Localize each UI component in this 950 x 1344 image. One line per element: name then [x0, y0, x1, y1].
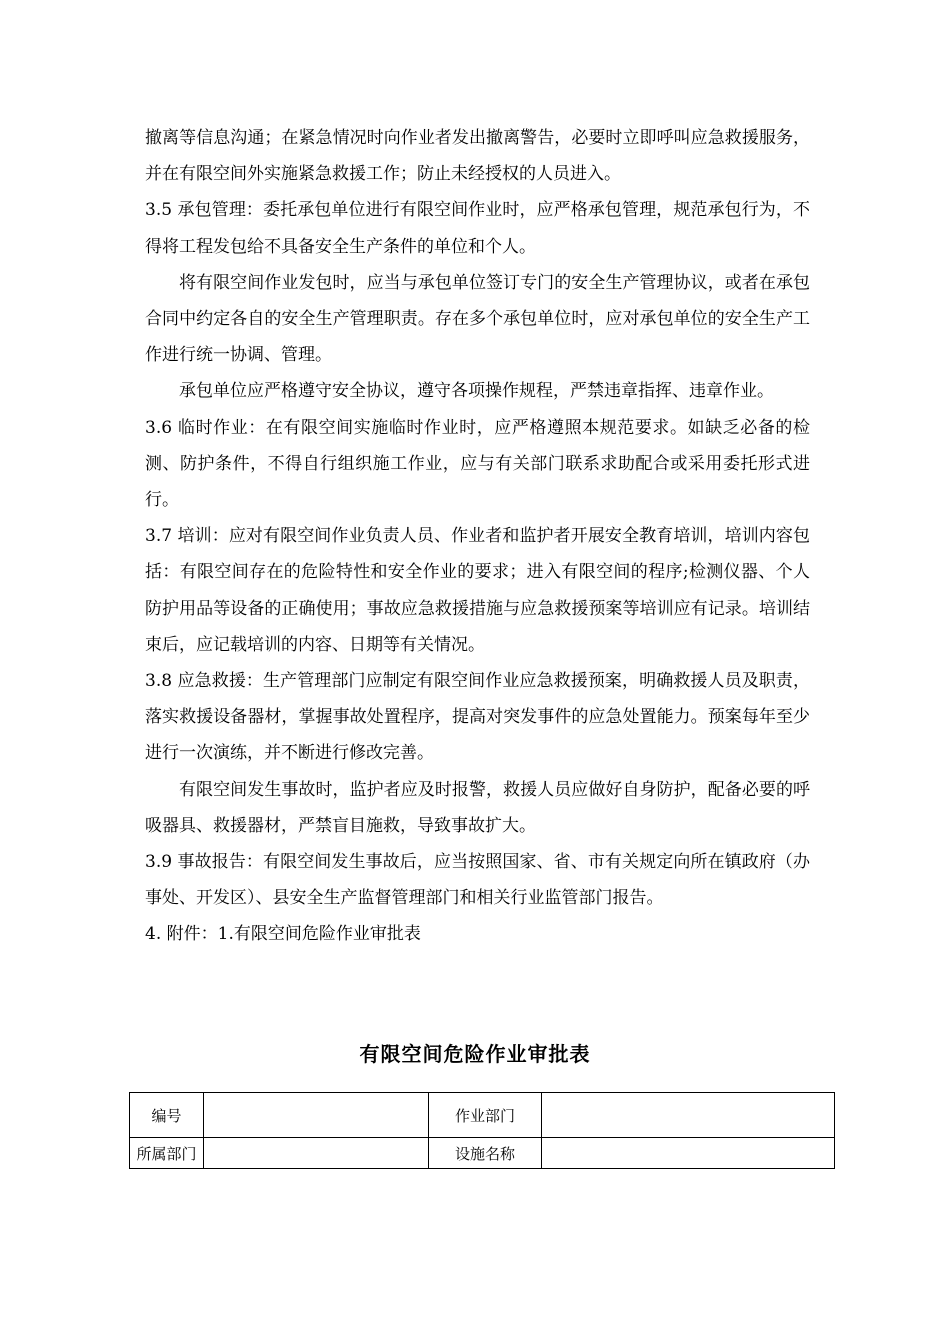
paragraph-3-7-training: 3.7 培训：应对有限空间作业负责人员、作业者和监护者开展安全教育培训，培训内容包括：有限空间存在的危险特性和安全作业的要求；进入有限空间的程序;检测仪器、个人防护用品等设备的正确使用；事故应急救援措施与应急救援预案等培训应有记录。培训结束后，应记载培训的内容、日期等有关情况。: [145, 526, 810, 655]
table-row: [130, 1093, 835, 1138]
serial-number-field[interactable]: [204, 1093, 429, 1138]
paragraph-4-attachment: 4. 附件：1.有限空间危险作业审批表: [145, 924, 421, 945]
form-title: 有限空间危险作业审批表: [359, 1042, 591, 1066]
paragraph-contract-agreement: 将有限空间作业发包时，应当与承包单位签订专门的安全生产管理协议，或者在承包合同中约定各自的安全生产管理职责。存在多个承包单位时，应对承包单位的安全生产工作进行统一协调、管理。: [145, 272, 810, 366]
owning-department-field[interactable]: [204, 1138, 429, 1169]
facility-name-field[interactable]: [542, 1138, 835, 1169]
paragraph-accident-response: 有限空间发生事故时，监护者应及时报警，救援人员应做好自身防护，配备必要的呼吸器具、救援器材，严禁盲目施救，导致事故扩大。: [145, 779, 810, 836]
approval-form-table: [129, 1092, 835, 1169]
label-operating-department: 作业部门: [429, 1093, 542, 1138]
paragraph-evacuation: 撤离等信息沟通；在紧急情况时向作业者发出撤离警告，必要时立即呼叫应急救援服务，并在有限空间外实施紧急救援工作；防止未经授权的人员进入。: [145, 128, 810, 185]
label-serial-number: 编号: [130, 1093, 204, 1138]
paragraph-3-9-accident-report: 3.9 事故报告：有限空间发生事故后，应当按照国家、省、市有关规定向所在镇政府（办事处、开发区）、县安全生产监督管理部门和相关行业监管部门报告。: [145, 852, 810, 909]
paragraph-3-8-emergency-rescue: 3.8 应急救援：生产管理部门应制定有限空间作业应急救援预案，明确救援人员及职责，落实救援设备器材，掌握事故处置程序，提高对突发事件的应急处置能力。预案每年至少进行一次演练，并不断进行修改完善。: [145, 671, 810, 764]
paragraph-3-6-temporary-work: 3.6 临时作业：在有限空间实施临时作业时，应严格遵照本规范要求。如缺乏必备的检测、防护条件，不得自行组织施工作业，应与有关部门联系求助配合或采用委托形式进行。: [145, 417, 810, 511]
label-owning-department: 所属部门: [130, 1138, 204, 1169]
table-row: [130, 1138, 835, 1169]
operating-department-field[interactable]: [542, 1093, 835, 1138]
paragraph-contractor-duties: 承包单位应严格遵守安全协议，遵守各项操作规程，严禁违章指挥、违章作业。: [179, 381, 774, 402]
label-facility-name: 设施名称: [429, 1138, 542, 1169]
document-body: [145, 120, 810, 953]
paragraph-3-5-contracting: 3.5 承包管理：委托承包单位进行有限空间作业时，应严格承包管理，规范承包行为，不得将工程发包给不具备安全生产条件的单位和个人。: [145, 200, 810, 257]
